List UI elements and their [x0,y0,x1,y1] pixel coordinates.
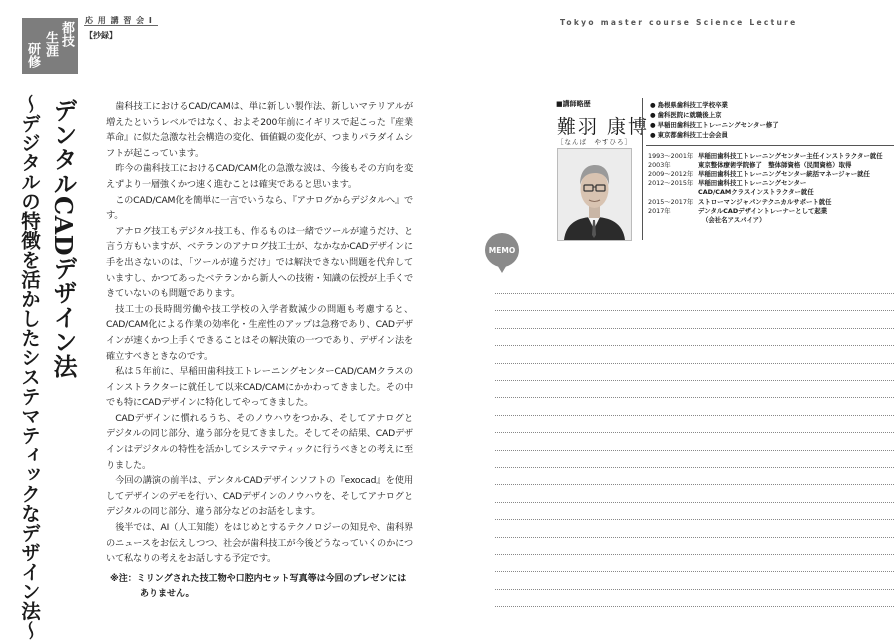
memo-line [495,484,894,485]
memo-line [495,502,894,503]
body-paragraph: アナログ技工もデジタル技工も、作るものは一緒でツールが違うだけ、と言う方もいますが、ベテランのアナログ技工士が、なかなかCADデザインに手を出さないのは、「ツールが違うだけ」では解決できない問題を代弁していますし、かつてあったベテランから新人への技術・知識の伝授が上手くできていないのも問題であります。 [106,225,413,300]
career-year: 2017年 [648,207,671,215]
body-paragraph: 後半では、AI（人工知能）をはじめとするテクノロジーの知見や、歯科界のニュースをお伝えしつつ、社会が歯科技工が今後どうなっていくのかについて私なりの考えをお話しする予定です。 [106,522,413,565]
memo-badge [482,232,522,274]
profile-bullet: ● 早稲田歯科技工トレーニングセンター修了 [650,121,779,129]
memo-line [495,415,894,416]
memo-line [495,589,894,590]
body-paragraph: CADデザインに慣れるうち、そのノウハウをつかみ、そしてアナログとデジタルの同じ部分、違う部分を見てきました。そしてその結果、CADデザインはデジタルの特性を活かしてシステマティックに行うべきとの考えに至りました。 [106,412,413,471]
speaker-reading: ［なんば やすひろ］ [557,138,632,146]
profile-label: ■講師略歴 [556,100,591,108]
memo-line [495,450,894,451]
body-paragraph: 技工士の長時間労働や技工学校の入学者数減少の問題も考慮すると、CAD/CAM化による作業の効率化・生産性のアップは急務であり、CADデザインが速くかつ上手くできることはその解決策の一つであり、デザイン法を確立すべきときなのです。 [106,303,413,362]
badge-text-3: 研修 [25,42,40,68]
memo-line [495,554,894,555]
memo-line [495,380,894,381]
badge-text-2: 生涯 [43,31,58,57]
footnote-line-2: ありません。 [140,588,195,599]
bullet-icon: ● [650,111,656,119]
memo-line [495,293,894,294]
footnote-line-1: ※注：ミリングされた技工物や口腔内セット写真等は今回のプレゼンには [110,574,407,584]
profile-bullet: ● 歯科医院に就職後上京 [650,111,722,119]
career-year: 1993～2001年 [648,152,694,160]
career-rule [646,145,894,146]
memo-line [495,467,894,468]
profile-divider [642,98,643,240]
career-year: 2015～2017年 [648,198,694,206]
memo-line [495,328,894,329]
career-year: 2003年 [648,161,671,169]
memo-line [495,432,894,433]
memo-line [495,345,894,346]
career-event: 早稲田歯科技工トレーニングセンター主任インストラクター就任 [698,152,883,160]
bullet-icon: ● [650,121,656,129]
career-event: （会社名アスパイア） [702,216,766,224]
portrait-illustration [558,149,631,240]
body-paragraph: 今回の講演の前半は、デンタルCADデザインソフトの『exocad』を使用してデザインのデモを行い、CADデザインのノウハウを、そしてアナログとデジタルの同じ部分、違う部分などのお話をします。 [106,475,413,518]
memo-line [495,310,894,311]
badge-text-1: 都技 [59,21,74,47]
memo-line [495,397,894,398]
career-year: 2012～2015年 [648,179,694,187]
speaker-name: 難羽 康博 [557,116,650,138]
career-year: 2009～2012年 [648,170,694,178]
career-event: デンタルCADデザイントレーナーとして起業 [698,207,828,215]
body-paragraph: 歯科技工におけるCAD/CAMは、単に新しい製作法、新しいマテリアルが増えたというレベルではなく、およそ200年前にイギリスで起こった『産業革命』に似た急激な社会構造の変化、価値観の変化が、つまりパラダイムシフトが起こっています。 [106,101,413,159]
career-event: 早稲田歯科技工トレーニングセンター統括マネージャー就任 [698,170,870,178]
article-body [106,99,413,567]
article-title: デンタルCADデザイン法 [49,98,78,379]
memo-line [495,606,894,607]
body-paragraph: 私は５年前に、早稲田歯科技工トレーニングセンターCAD/CAMクラスのインストラクターに就任して以来CAD/CAMにかかわってきました。その中でも特にCADデザインに特化してやってきました。 [106,366,413,409]
memo-line [495,571,894,572]
speaker-photo [557,148,632,241]
memo-line [495,519,894,520]
memo-line [495,363,894,364]
profile-bullet: ● 島根県歯科技工学校卒業 [650,101,728,109]
profile-bullet: ● 東京都歯科技工士会会員 [650,131,728,139]
bullet-icon: ● [650,131,656,139]
header-rule [84,25,158,26]
abstract-tag: 【抄録】 [85,31,117,40]
article-subtitle: ～デジタルの特徴を活かしたシステマティックなデザイン法～ [18,94,41,640]
career-event: 早稲田歯科技工トレーニングセンター [698,179,807,187]
bullet-icon: ● [650,101,656,109]
career-event: CAD/CAMクラスインストラクター就任 [698,188,814,196]
series-title: 応 用 講 習 会 Ⅰ [85,16,153,25]
footnote [110,572,410,601]
body-paragraph: 昨今の歯科技工におけるCAD/CAM化の急激な波は、今後もその方向を変えずより一層強くかつ速く進むことは確実であると思います。 [106,163,413,190]
body-paragraph: このCAD/CAM化を簡単に一言でいうなら、『アナログからデジタルへ』です。 [106,194,413,222]
career-event: 東京整体療術学院修了 整体師資格（民間資格）取得 [698,161,852,169]
series-badge [22,18,78,74]
memo-line [495,537,894,538]
career-event: ストローマンジャパンテクニカルサポート就任 [698,198,832,206]
english-header: Tokyo master course Science Lecture [560,18,798,27]
memo-label: MEMO [488,246,516,255]
